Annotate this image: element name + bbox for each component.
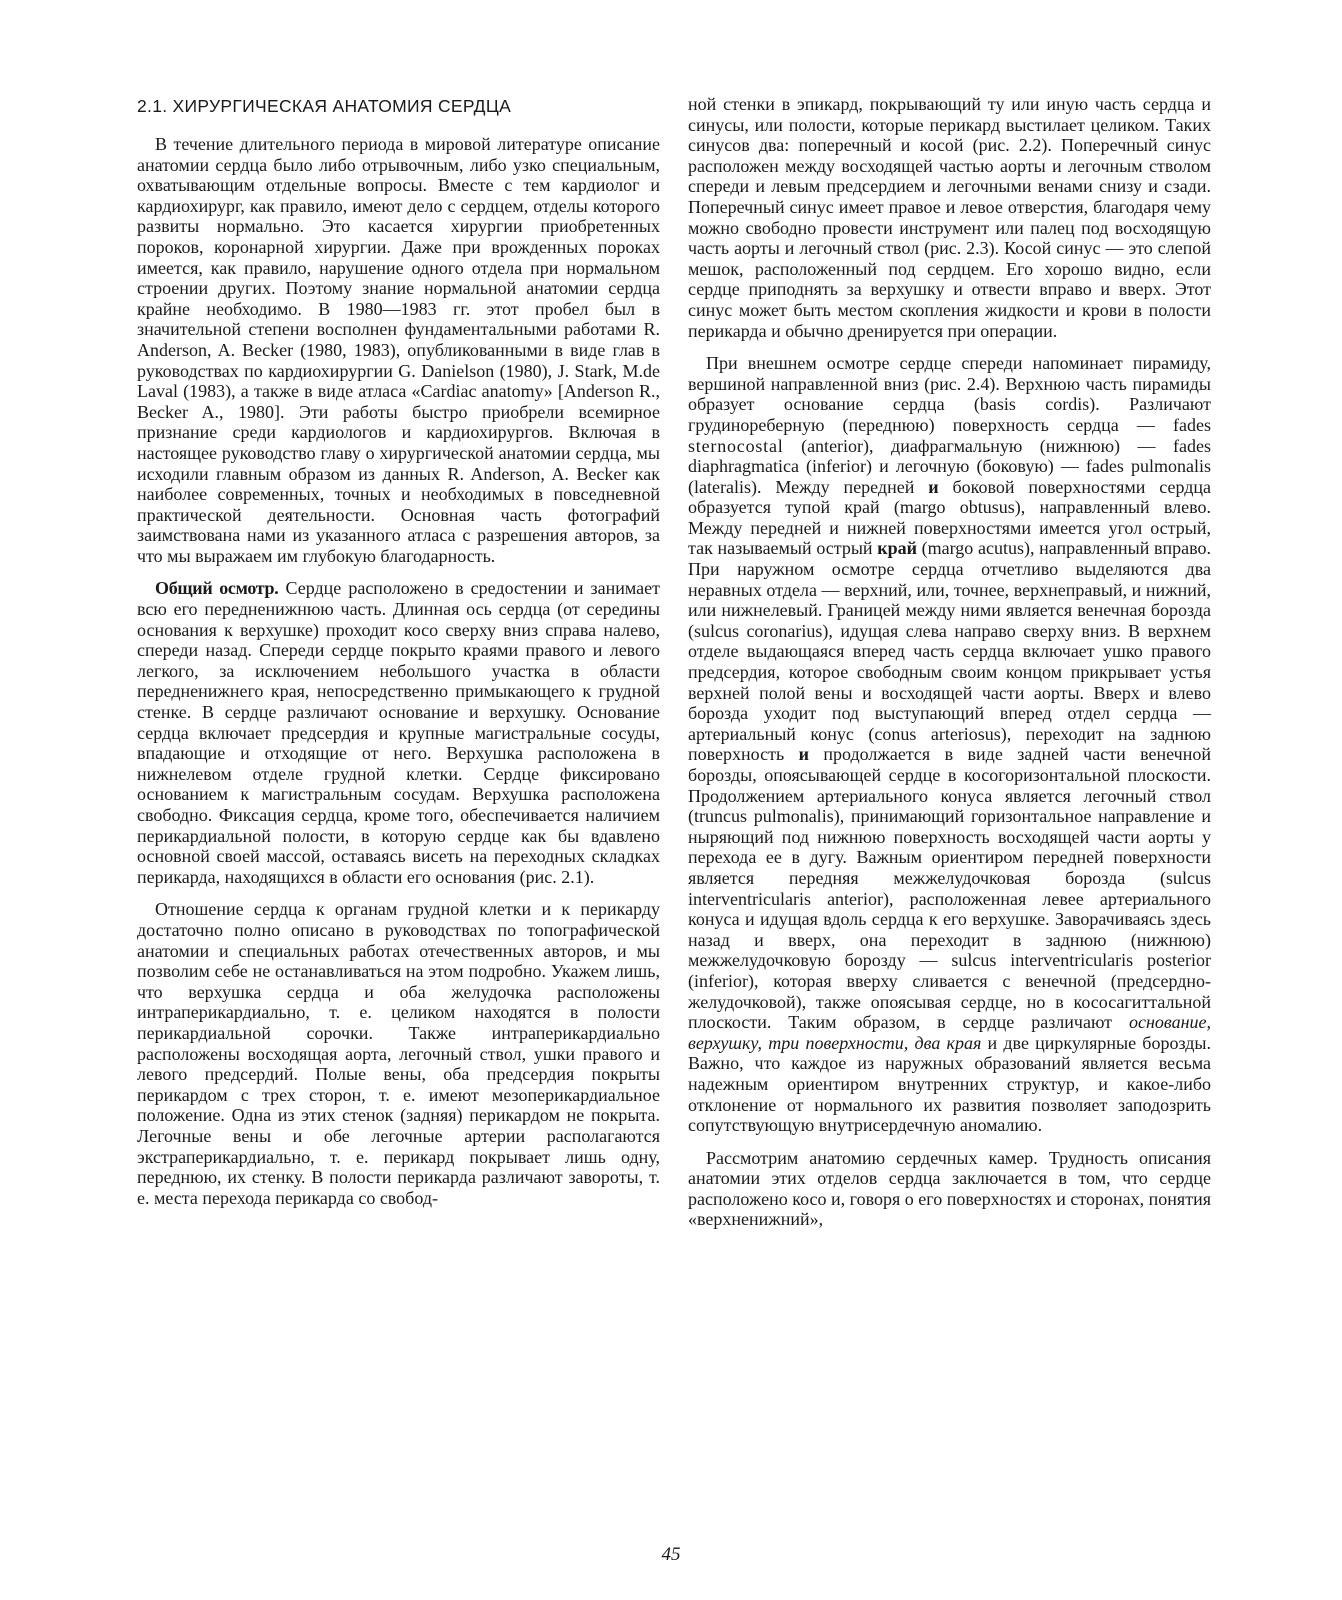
- left-column: [137, 94, 660, 1220]
- section-heading: 2.1. ХИРУРГИЧЕСКАЯ АНАТОМИЯ СЕРДЦА: [137, 96, 512, 116]
- right-column: [688, 94, 1211, 1242]
- external-text-a: При внешнем осмотре сердце спереди напоминает пирамиду, вершиной направленной вниз (рис. 2.4). Верхнюю часть пирамиды образует основание сердца (basis cordis). Различают грудинореберную (переднюю) поверхность сердца — fades: [688, 353, 1211, 435]
- intro-paragraph: В течение длительного периода в мировой литературе описание анатомии сердца было либо отрывочным, либо узко специальным, охватывающим отдельные вопросы. Вместе с тем кардиолог и кардиохирург, как правило, имеют дело с сердцем, отделы которого развиты нормально. Это касается хирургии приобретенных пороков, коронарной хирургии. Даже при врожденных пороках имеется, как правило, нарушение одного отдела при нормальном строении других. Поэтому знание нормальной анатомии сердца крайне необходимо. В 1980—1983 гг. этот пробел был в значительной степени восполнен фундаментальными работами R. Anderson, A. Becker (1980, 1983), опубликованными в виде глав в руководствах по кардиохирургии G. Danielson (1980), J. Stark, M.de Laval (1983), а также в виде атласа «Cardiac anatomy» [Anderson R., Becker A., 1980]. Эти работы быстро приобрели всемирное признание среди кардиологов и кардиохирургов. Включая в настоящее руководство главу о хирургической анатомии сердца, мы исходили главным образом из данных R. Anderson, A. Becker как наиболее современных, точных и необходимых в повседневной практической деятельности. Основная часть фотографий заимствована нами из указанного атласа с разрешения авторов, за что мы выражаем им глубокую благодарность.: [137, 134, 660, 566]
- bold-term-krai: край: [877, 538, 917, 559]
- sternocostal-term: sternocostal: [688, 435, 784, 456]
- general-examination-paragraph: [137, 578, 660, 887]
- bold-conjunction-1: и: [928, 476, 939, 497]
- sinuses-paragraph: ной стенки в эпикард, покрывающий ту или иную часть сердца и синусы, или полости, которые перикард выстилает целиком. Таких синусов два: поперечный и косой (рис. 2.2). Поперечный синус расположен между восходящей частью аорты и легочным стволом спереди и левым предсердием и легочными венами снизу и сзади. Поперечный синус имеет правое и левое отверстия, благодаря чему можно свободно провести инструмент или палец под восходящую часть аорты и легочный ствол (рис. 2.3). Косой синус — это слепой мешок, расположенный под сердцем. Его хорошо видно, если сердце приподнять за верхушку и отвести вправо и вверх. Этот синус может быть местом скопления жидкости и крови в полости перикарда и обычно дренируется при операции.: [688, 94, 1211, 341]
- external-text-d: (margo acutus), направленный вправо. При наружном осмотре сердца отчетливо выделяются два неравных отдела — верхний, или, точнее, верхнеправый, и нижний, или нижнелевый. Границей между ними является венечная борозда (sulcus coronarius), идущая слева направо сверху вниз. В верхнем отделе выдающаяся вперед часть сердца включает ушко правого предсердия, которое свободным своим концом прикрывает устья верхней полой вены и восходящей части аорты. Вверх и влево борозда уходит под выступающий вперед отдел сердца — артериальный конус (conus arteriosus), переходит на заднюю поверхность: [688, 538, 1211, 765]
- general-examination-text: Сердце расположено в средостении и занимает всю его передненижнюю часть. Длинная ось сердца (от середины основания к верхушке) проходит косо сверху вниз справа налево, спереди назад. Спереди сердце покрыто краями правого и левого легкого, за исключением небольшого участка в области передненижнего края, непосредственно примыкающего к грудной стенке. В сердце различают основание и верхушку. Основание сердца включает предсердия и крупные магистральные сосуды, впадающие и отходящие от него. Верхушка расположена в нижнелевом отделе грудной клетки. Сердце фиксировано основанием к магистральным сосудам. Верхушка расположена свободно. Фиксация сердца, кроме того, обеспечивается наличием перикардиальной полости, в которую сердце как бы вдавлено основной своей массой, оставаясь висеть на переходных складках перикарда, находящихся в области его основания (рис. 2.1).: [137, 578, 661, 887]
- general-examination-lead: Общий осмотр.: [155, 578, 279, 599]
- external-text-e: продолжается в виде задней части венечной борозды, опоясывающей сердце в косогоризонтальной плоскости. Продолжением артериального конуса является легочный ствол (truncus pulmonalis), принимающий горизонтальное направление и ныряющий под нижнюю поверхность восходящей части аорты у перехода ее в дугу. Важным ориентиром передней поверхности является передняя межжелудочковая борозда (sulcus interventricularis anterior), расположенная левее артериального конуса и идущая вдоль сердца к его верхушке. Заворачиваясь здесь назад и вверх, она переходит в заднюю (нижнюю) межжелудочковую борозду — sulcus interventricularis posterior (inferior), которая вверху сливается с венечной (предсердно-желудочковой), также опоясывая сердце, но в кососагиттальной плоскости. Таким образом, в сердце различают: [688, 744, 1211, 1033]
- external-text-b: (anterior), диафрагмальную (нижнюю) — fades diaphragmatica (inferior) и легочную (боковую) — fades pulmonalis (lateralis). Между передней: [688, 435, 1211, 497]
- external-text-f: и две циркулярные борозды. Важно, что каждое из наружных образований является весьма надежным ориентиром внутренних структур, и какое-либо отклонение от нормального их развития позволяет заподозрить сопутствующую внутрисердечную аномалию.: [688, 1032, 1212, 1136]
- external-text-c: боковой поверхностями сердца образуется тупой край (margo obtusus), направленный влево. Между передней и нижней поверхностями имеется угол острый, так называемый острый: [688, 476, 1211, 559]
- pericardium-relation-paragraph: Отношение сердца к органам грудной клетки и к перикарду достаточно полно описано в руководствах по топографической анатомии и специальных работах отечественных авторов, и мы позволим себе не останавливаться на этом подробно. Укажем лишь, что верхушка сердца и оба желудочка расположены интраперикардиально, т. е. целиком находятся в полости перикардиальной сорочки. Также интраперикардиально расположены восходящая аорта, легочный ствол, ушки правого и левого предсердий. Полые вены, оба предсердия покрыты перикардом с трех сторон, т. е. имеют мезоперикардиальное положение. Одна из этих стенок (задняя) перикардом не покрыта. Легочные вены и обе легочные артерии располагаются экстраперикардиально, т. е. перикард покрывает лишь одну, переднюю, их стенку. В полости перикарда различают завороты, т. е. места перехода перикарда со свобод-: [137, 899, 660, 1208]
- chambers-paragraph: Рассмотрим анатомию сердечных камер. Трудность описания анатомии этих отделов сердца заключается в том, что сердце расположено косо и, говоря о его поверхностях и сторонах, понятия «верхненижний»,: [688, 1147, 1211, 1230]
- italic-structures-list: основание, верхушку, три поверхности, два края: [688, 1012, 1211, 1053]
- page-number: 45: [661, 1544, 681, 1565]
- external-examination-paragraph: [688, 353, 1211, 1136]
- bold-conjunction-2: и: [798, 744, 809, 765]
